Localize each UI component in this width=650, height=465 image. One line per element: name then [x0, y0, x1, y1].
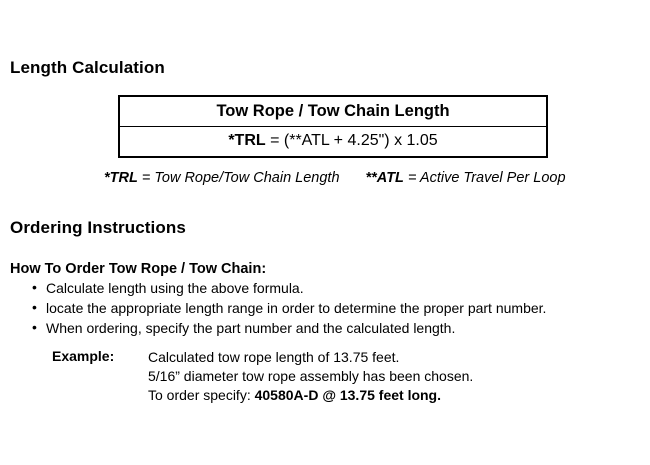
table-row-header: [119, 96, 547, 127]
list-item: • locate the appropriate length range in order to determine the proper part number.: [32, 299, 632, 318]
legend-def-trl: = Tow Rope/Tow Chain Length: [137, 170, 340, 186]
formula-expression: = (**ATL + 4.25") x 1.05: [265, 132, 438, 149]
legend-term-trl: *TRL: [104, 170, 138, 186]
formula-legend: [104, 170, 624, 186]
list-item: • When ordering, specify the part number and the calculated length.: [32, 319, 632, 338]
example-part-number: 40580A-D @ 13.75 feet long.: [254, 387, 441, 403]
example-label: Example:: [52, 348, 115, 364]
formula-table: [118, 95, 548, 158]
legend-def-atl: = Active Travel Per Loop: [403, 170, 566, 186]
example-line-1: Calculated tow rope length of 13.75 feet.: [148, 349, 400, 365]
ordering-subheading: How To Order Tow Rope / Tow Chain:: [10, 261, 267, 277]
example-line-3: [148, 386, 628, 405]
table-row-formula: [119, 127, 547, 158]
example-order-prefix: To order specify:: [148, 387, 255, 403]
legend-term-atl: **ATL: [365, 170, 404, 186]
formula-table-body-cell: [119, 127, 547, 158]
page-title-ordering-instructions: Ordering Instructions: [10, 218, 186, 237]
formula-table-header-cell: Tow Rope / Tow Chain Length: [119, 96, 547, 127]
example-line-2: 5/16” diameter tow rope assembly has been chosen.: [148, 368, 474, 384]
ordering-bullet-list: [32, 279, 632, 339]
list-item: • Calculate length using the above formula.: [32, 279, 632, 298]
page-title-length-calculation: Length Calculation: [10, 58, 165, 77]
formula-trl-term: *TRL: [228, 132, 266, 149]
example-body: [148, 348, 628, 405]
